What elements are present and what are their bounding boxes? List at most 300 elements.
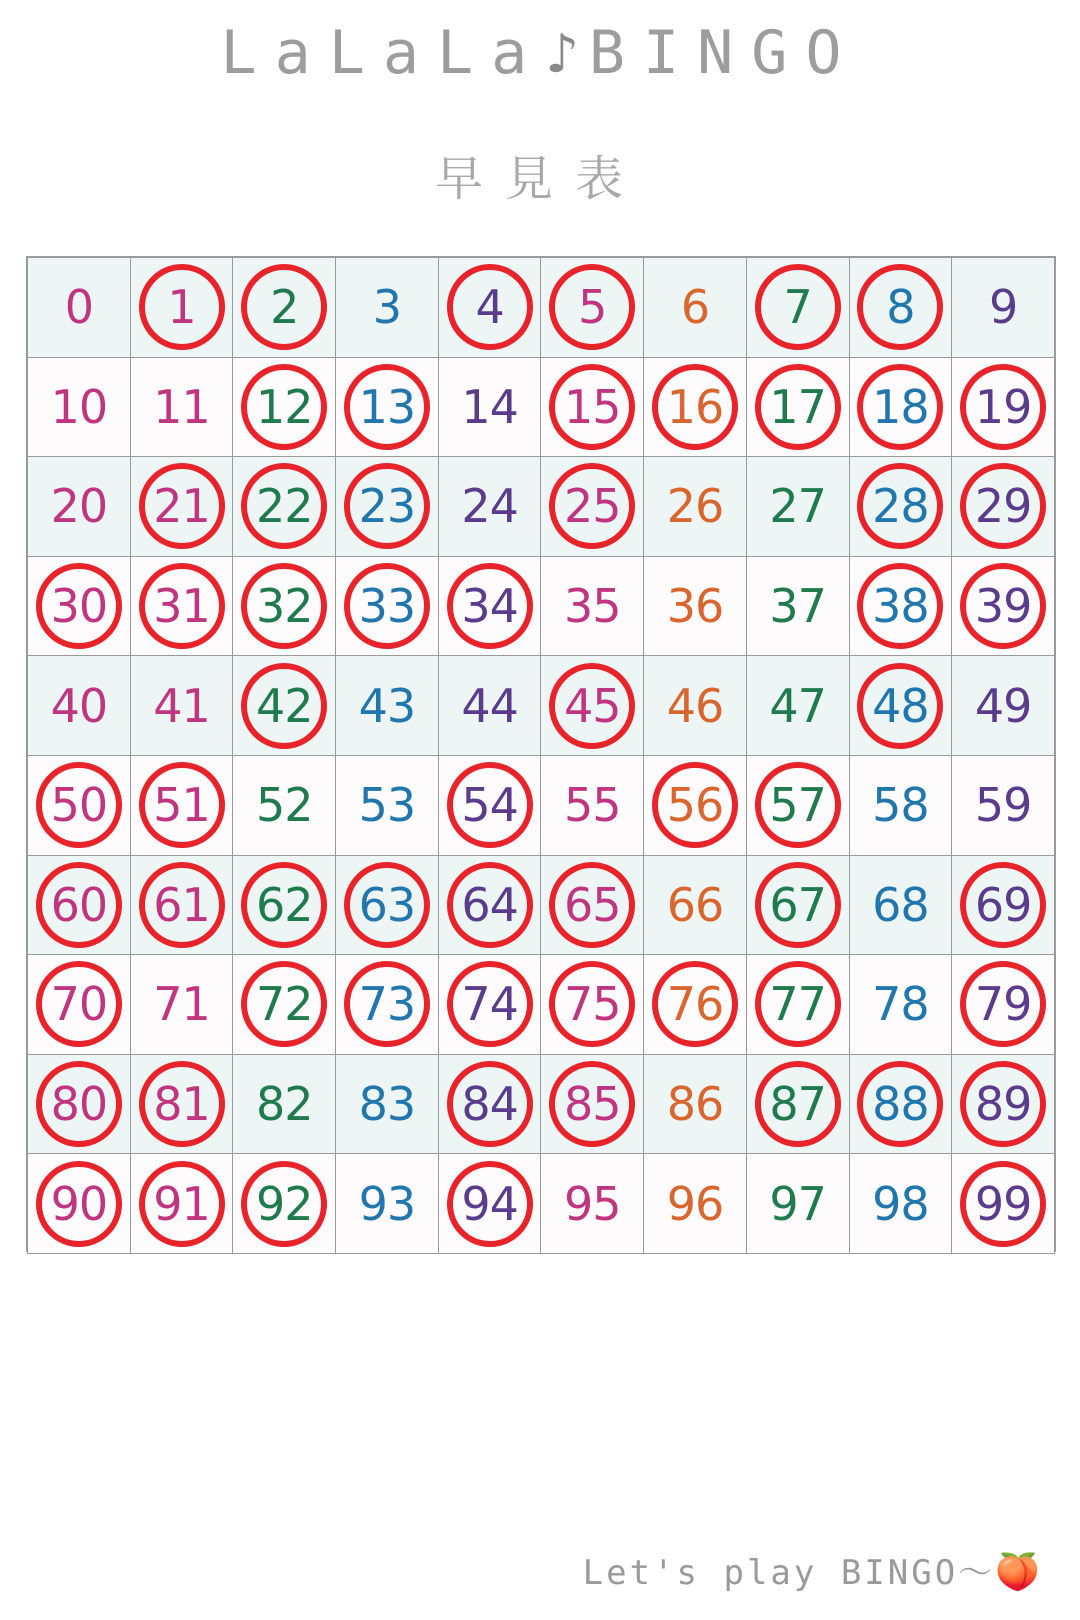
cell-number: 59 xyxy=(974,778,1032,833)
cell-inner xyxy=(28,955,130,1054)
number-cell-66[interactable] xyxy=(644,855,747,955)
cell-inner xyxy=(644,358,746,457)
cell-number: 90 xyxy=(50,1176,108,1231)
cell-number: 12 xyxy=(255,379,313,434)
cell-number: 62 xyxy=(255,877,313,932)
cell-inner xyxy=(850,457,952,556)
cell-inner xyxy=(131,258,233,357)
table-row xyxy=(28,1054,1055,1154)
cell-number: 79 xyxy=(974,977,1032,1032)
cell-inner xyxy=(952,856,1054,955)
cell-inner xyxy=(541,756,643,855)
cell-number: 41 xyxy=(153,678,210,733)
cell-inner xyxy=(541,258,643,357)
cell-inner xyxy=(336,955,438,1054)
number-cell-50[interactable] xyxy=(28,755,131,855)
cell-inner xyxy=(952,557,1054,656)
cell-inner xyxy=(131,1154,233,1253)
cell-number: 95 xyxy=(564,1176,621,1231)
number-cell-18[interactable] xyxy=(849,357,952,457)
cell-number: 23 xyxy=(358,479,416,534)
cell-number: 22 xyxy=(255,479,313,534)
cell-number: 70 xyxy=(50,977,108,1032)
number-cell-61[interactable] xyxy=(130,855,233,955)
table-row xyxy=(28,755,1055,855)
cell-number: 32 xyxy=(255,579,313,634)
cell-number: 2 xyxy=(270,280,299,335)
cell-inner xyxy=(644,457,746,556)
cell-number: 91 xyxy=(153,1176,210,1231)
cell-inner xyxy=(336,358,438,457)
number-cell-51[interactable] xyxy=(130,755,233,855)
cell-inner xyxy=(28,557,130,656)
number-cell-36[interactable] xyxy=(644,556,747,656)
cell-inner xyxy=(850,1055,952,1154)
number-cell-88[interactable] xyxy=(849,1054,952,1154)
cell-number: 81 xyxy=(153,1077,210,1132)
cell-inner xyxy=(952,258,1054,357)
cell-inner xyxy=(850,656,952,755)
number-cell-7[interactable] xyxy=(746,258,849,358)
footer-note xyxy=(583,1545,1040,1594)
table-row xyxy=(28,955,1055,1055)
cell-number: 47 xyxy=(769,678,826,733)
table-row xyxy=(28,258,1055,358)
number-cell-56[interactable] xyxy=(644,755,747,855)
cell-number: 21 xyxy=(153,479,210,534)
number-cell-45[interactable] xyxy=(541,656,644,756)
number-cell-37[interactable] xyxy=(746,556,849,656)
cell-inner xyxy=(747,656,849,755)
number-cell-55[interactable] xyxy=(541,755,644,855)
cell-number: 75 xyxy=(564,977,621,1032)
cell-inner xyxy=(336,258,438,357)
cell-number: 60 xyxy=(50,877,108,932)
number-cell-79[interactable] xyxy=(952,955,1055,1055)
cell-number: 9 xyxy=(988,280,1018,335)
cell-inner xyxy=(439,856,541,955)
number-cell-4[interactable] xyxy=(438,258,541,358)
number-cell-91[interactable] xyxy=(130,1154,233,1254)
cell-number: 24 xyxy=(461,479,518,534)
cell-number: 57 xyxy=(769,778,826,833)
cell-number: 66 xyxy=(666,877,724,932)
cell-number: 27 xyxy=(769,479,826,534)
table-row xyxy=(28,556,1055,656)
footer-text: Let's play BINGO〜 xyxy=(582,1553,996,1593)
cell-inner xyxy=(28,258,130,357)
cell-inner xyxy=(541,457,643,556)
number-cell-52[interactable] xyxy=(233,755,336,855)
cell-inner xyxy=(233,856,335,955)
cell-number: 10 xyxy=(50,379,108,434)
number-cell-32[interactable] xyxy=(233,556,336,656)
cell-inner xyxy=(747,955,849,1054)
cell-inner xyxy=(747,557,849,656)
cell-number: 16 xyxy=(666,379,724,434)
number-cell-15[interactable] xyxy=(541,357,644,457)
cell-number: 85 xyxy=(564,1077,621,1132)
number-cell-39[interactable] xyxy=(952,556,1055,656)
bingo-table xyxy=(27,257,1055,1254)
cell-number: 84 xyxy=(461,1077,518,1132)
cell-number: 65 xyxy=(564,877,621,932)
number-cell-75[interactable] xyxy=(541,955,644,1055)
cell-inner xyxy=(850,955,952,1054)
number-cell-19[interactable] xyxy=(952,357,1055,457)
number-cell-40[interactable] xyxy=(28,656,131,756)
number-cell-38[interactable] xyxy=(849,556,952,656)
cell-inner xyxy=(541,955,643,1054)
number-cell-59[interactable] xyxy=(952,755,1055,855)
number-cell-80[interactable] xyxy=(28,1054,131,1154)
cell-inner xyxy=(850,856,952,955)
cell-number: 19 xyxy=(974,379,1032,434)
number-cell-5[interactable] xyxy=(541,258,644,358)
number-cell-54[interactable] xyxy=(438,755,541,855)
cell-number: 56 xyxy=(666,778,724,833)
cell-inner xyxy=(644,557,746,656)
number-cell-35[interactable] xyxy=(541,556,644,656)
cell-inner xyxy=(28,457,130,556)
cell-number: 43 xyxy=(358,678,416,733)
page-title-left: LaLaLa xyxy=(220,18,546,88)
cell-number: 6 xyxy=(680,280,710,335)
cell-number: 96 xyxy=(666,1176,724,1231)
number-cell-21[interactable] xyxy=(130,457,233,557)
cell-inner xyxy=(747,756,849,855)
number-cell-74[interactable] xyxy=(438,955,541,1055)
cell-inner xyxy=(644,1154,746,1253)
number-cell-17[interactable] xyxy=(746,357,849,457)
cell-inner xyxy=(439,1055,541,1154)
cell-number: 68 xyxy=(872,877,929,932)
cell-number: 1 xyxy=(167,280,196,335)
number-cell-47[interactable] xyxy=(746,656,849,756)
cell-number: 29 xyxy=(974,479,1032,534)
table-row xyxy=(28,1154,1055,1254)
number-cell-29[interactable] xyxy=(952,457,1055,557)
cell-number: 51 xyxy=(153,778,210,833)
cell-inner xyxy=(644,856,746,955)
number-cell-69[interactable] xyxy=(952,855,1055,955)
number-cell-64[interactable] xyxy=(438,855,541,955)
cell-number: 40 xyxy=(50,678,108,733)
number-cell-3[interactable] xyxy=(336,258,439,358)
cell-inner xyxy=(233,457,335,556)
number-cell-43[interactable] xyxy=(336,656,439,756)
number-cell-82[interactable] xyxy=(233,1054,336,1154)
cell-number: 97 xyxy=(769,1176,826,1231)
number-cell-10[interactable] xyxy=(28,357,131,457)
cell-number: 39 xyxy=(974,579,1032,634)
cell-number: 28 xyxy=(872,479,929,534)
cell-inner xyxy=(233,656,335,755)
cell-inner xyxy=(541,856,643,955)
cell-inner xyxy=(541,557,643,656)
cell-inner xyxy=(28,656,130,755)
number-cell-92[interactable] xyxy=(233,1154,336,1254)
cell-number: 46 xyxy=(666,678,724,733)
cell-inner xyxy=(952,358,1054,457)
cell-number: 73 xyxy=(358,977,416,1032)
number-cell-89[interactable] xyxy=(952,1054,1055,1154)
number-cell-34[interactable] xyxy=(438,556,541,656)
cell-number: 0 xyxy=(64,280,93,335)
number-cell-96[interactable] xyxy=(644,1154,747,1254)
page-title-right: BINGO xyxy=(588,18,860,88)
cell-inner xyxy=(336,756,438,855)
cell-inner xyxy=(233,756,335,855)
cell-inner xyxy=(850,258,952,357)
cell-number: 34 xyxy=(461,579,518,634)
cell-inner xyxy=(336,656,438,755)
cell-inner xyxy=(131,358,233,457)
cell-number: 78 xyxy=(872,977,929,1032)
cell-inner xyxy=(747,457,849,556)
cell-inner xyxy=(131,955,233,1054)
cell-inner xyxy=(747,258,849,357)
cell-number: 11 xyxy=(153,379,210,434)
cell-inner xyxy=(28,1055,130,1154)
cell-number: 71 xyxy=(153,977,210,1032)
cell-number: 52 xyxy=(255,778,313,833)
cell-inner xyxy=(952,1055,1054,1154)
cell-number: 55 xyxy=(564,778,621,833)
cell-inner xyxy=(131,756,233,855)
table-row xyxy=(28,357,1055,457)
number-cell-2[interactable] xyxy=(233,258,336,358)
page-subtitle: 早見表 xyxy=(434,151,645,207)
number-cell-70[interactable] xyxy=(28,955,131,1055)
number-cell-63[interactable] xyxy=(336,855,439,955)
cell-inner xyxy=(644,756,746,855)
number-cell-33[interactable] xyxy=(336,556,439,656)
cell-number: 98 xyxy=(872,1176,929,1231)
cell-number: 38 xyxy=(872,579,929,634)
number-cell-53[interactable] xyxy=(336,755,439,855)
cell-inner xyxy=(541,656,643,755)
cell-number: 53 xyxy=(358,778,416,833)
number-cell-86[interactable] xyxy=(644,1054,747,1154)
cell-number: 89 xyxy=(974,1077,1032,1132)
cell-inner xyxy=(644,955,746,1054)
cell-number: 17 xyxy=(769,379,826,434)
cell-inner xyxy=(28,856,130,955)
page-title xyxy=(0,18,1080,88)
cell-number: 13 xyxy=(358,379,416,434)
cell-inner xyxy=(747,856,849,955)
cell-inner xyxy=(952,656,1054,755)
cell-inner xyxy=(131,1055,233,1154)
cell-inner xyxy=(131,457,233,556)
cell-number: 50 xyxy=(50,778,108,833)
cell-number: 93 xyxy=(358,1176,416,1231)
cell-inner xyxy=(439,557,541,656)
cell-inner xyxy=(233,557,335,656)
cell-number: 42 xyxy=(255,678,313,733)
number-cell-41[interactable] xyxy=(130,656,233,756)
number-cell-58[interactable] xyxy=(849,755,952,855)
cell-number: 76 xyxy=(666,977,724,1032)
cell-inner xyxy=(644,656,746,755)
cell-inner xyxy=(439,457,541,556)
cell-inner xyxy=(28,756,130,855)
cell-number: 35 xyxy=(564,579,621,634)
cell-number: 4 xyxy=(475,280,504,335)
cell-number: 63 xyxy=(358,877,416,932)
cell-number: 31 xyxy=(153,579,210,634)
cell-inner xyxy=(233,1055,335,1154)
cell-number: 14 xyxy=(461,379,518,434)
cell-number: 99 xyxy=(974,1176,1032,1231)
cell-number: 87 xyxy=(769,1077,826,1132)
number-cell-46[interactable] xyxy=(644,656,747,756)
number-cell-27[interactable] xyxy=(746,457,849,557)
number-cell-99[interactable] xyxy=(952,1154,1055,1254)
cell-number: 44 xyxy=(461,678,518,733)
cell-inner xyxy=(541,358,643,457)
cell-inner xyxy=(439,258,541,357)
number-cell-14[interactable] xyxy=(438,357,541,457)
number-cell-42[interactable] xyxy=(233,656,336,756)
number-cell-1[interactable] xyxy=(130,258,233,358)
number-cell-23[interactable] xyxy=(336,457,439,557)
number-cell-67[interactable] xyxy=(746,855,849,955)
cell-inner xyxy=(541,1055,643,1154)
number-cell-87[interactable] xyxy=(746,1054,849,1154)
cell-inner xyxy=(336,557,438,656)
cell-inner xyxy=(28,1154,130,1253)
number-cell-98[interactable] xyxy=(849,1154,952,1254)
cell-number: 25 xyxy=(564,479,621,534)
number-cell-9[interactable] xyxy=(952,258,1055,358)
cell-inner xyxy=(336,457,438,556)
number-cell-48[interactable] xyxy=(849,656,952,756)
number-cell-26[interactable] xyxy=(644,457,747,557)
cell-number: 8 xyxy=(886,280,915,335)
cell-inner xyxy=(233,955,335,1054)
cell-inner xyxy=(850,358,952,457)
cell-inner xyxy=(541,1154,643,1253)
cell-inner xyxy=(644,258,746,357)
table-row xyxy=(28,855,1055,955)
number-cell-12[interactable] xyxy=(233,357,336,457)
peach-icon: 🍑 xyxy=(995,1552,1040,1593)
number-cell-25[interactable] xyxy=(541,457,644,557)
number-cell-60[interactable] xyxy=(28,855,131,955)
number-grid xyxy=(26,256,1056,1252)
number-cell-72[interactable] xyxy=(233,955,336,1055)
cell-inner xyxy=(439,1154,541,1253)
cell-number: 45 xyxy=(564,678,621,733)
number-cell-6[interactable] xyxy=(644,258,747,358)
cell-inner xyxy=(233,258,335,357)
number-cell-81[interactable] xyxy=(130,1054,233,1154)
cell-inner xyxy=(28,358,130,457)
cell-inner xyxy=(439,756,541,855)
number-cell-11[interactable] xyxy=(130,357,233,457)
cell-number: 30 xyxy=(50,579,108,634)
cell-inner xyxy=(439,656,541,755)
number-cell-13[interactable] xyxy=(336,357,439,457)
number-cell-49[interactable] xyxy=(952,656,1055,756)
number-cell-16[interactable] xyxy=(644,357,747,457)
number-cell-90[interactable] xyxy=(28,1154,131,1254)
cell-inner xyxy=(952,955,1054,1054)
cell-number: 80 xyxy=(50,1077,108,1132)
cell-number: 20 xyxy=(50,479,108,534)
number-cell-24[interactable] xyxy=(438,457,541,557)
number-cell-68[interactable] xyxy=(849,855,952,955)
cell-inner xyxy=(952,457,1054,556)
cell-number: 18 xyxy=(872,379,929,434)
number-cell-97[interactable] xyxy=(746,1154,849,1254)
cell-number: 37 xyxy=(769,579,826,634)
cell-number: 88 xyxy=(872,1077,929,1132)
number-cell-65[interactable] xyxy=(541,855,644,955)
number-cell-95[interactable] xyxy=(541,1154,644,1254)
number-cell-8[interactable] xyxy=(849,258,952,358)
cell-inner xyxy=(233,358,335,457)
cell-number: 83 xyxy=(358,1077,416,1132)
cell-inner xyxy=(131,856,233,955)
number-cell-94[interactable] xyxy=(438,1154,541,1254)
cell-number: 48 xyxy=(872,678,929,733)
cell-inner xyxy=(952,756,1054,855)
cell-inner xyxy=(952,1154,1054,1253)
number-cell-62[interactable] xyxy=(233,855,336,955)
cell-number: 5 xyxy=(578,280,607,335)
number-cell-78[interactable] xyxy=(849,955,952,1055)
cell-inner xyxy=(747,1154,849,1253)
cell-inner xyxy=(644,1055,746,1154)
cell-inner xyxy=(233,1154,335,1253)
cell-inner xyxy=(336,1154,438,1253)
number-cell-71[interactable] xyxy=(130,955,233,1055)
number-cell-77[interactable] xyxy=(746,955,849,1055)
number-cell-57[interactable] xyxy=(746,755,849,855)
music-note-icon: ♪ xyxy=(545,22,589,87)
cell-number: 67 xyxy=(769,877,826,932)
cell-inner xyxy=(336,1055,438,1154)
cell-number: 36 xyxy=(666,579,724,634)
number-cell-28[interactable] xyxy=(849,457,952,557)
number-cell-44[interactable] xyxy=(438,656,541,756)
number-cell-20[interactable] xyxy=(28,457,131,557)
cell-inner xyxy=(439,955,541,1054)
number-cell-73[interactable] xyxy=(336,955,439,1055)
cell-number: 82 xyxy=(255,1077,313,1132)
number-cell-22[interactable] xyxy=(233,457,336,557)
number-cell-30[interactable] xyxy=(28,556,131,656)
cell-inner xyxy=(131,557,233,656)
cell-inner xyxy=(850,756,952,855)
number-cell-84[interactable] xyxy=(438,1054,541,1154)
number-cell-93[interactable] xyxy=(336,1154,439,1254)
cell-number: 33 xyxy=(358,579,416,634)
number-cell-31[interactable] xyxy=(130,556,233,656)
number-cell-85[interactable] xyxy=(541,1054,644,1154)
number-cell-76[interactable] xyxy=(644,955,747,1055)
table-row xyxy=(28,457,1055,557)
number-cell-83[interactable] xyxy=(336,1054,439,1154)
cell-inner xyxy=(850,1154,952,1253)
number-cell-0[interactable] xyxy=(28,258,131,358)
cell-number: 74 xyxy=(461,977,518,1032)
cell-inner xyxy=(850,557,952,656)
cell-number: 72 xyxy=(255,977,313,1032)
